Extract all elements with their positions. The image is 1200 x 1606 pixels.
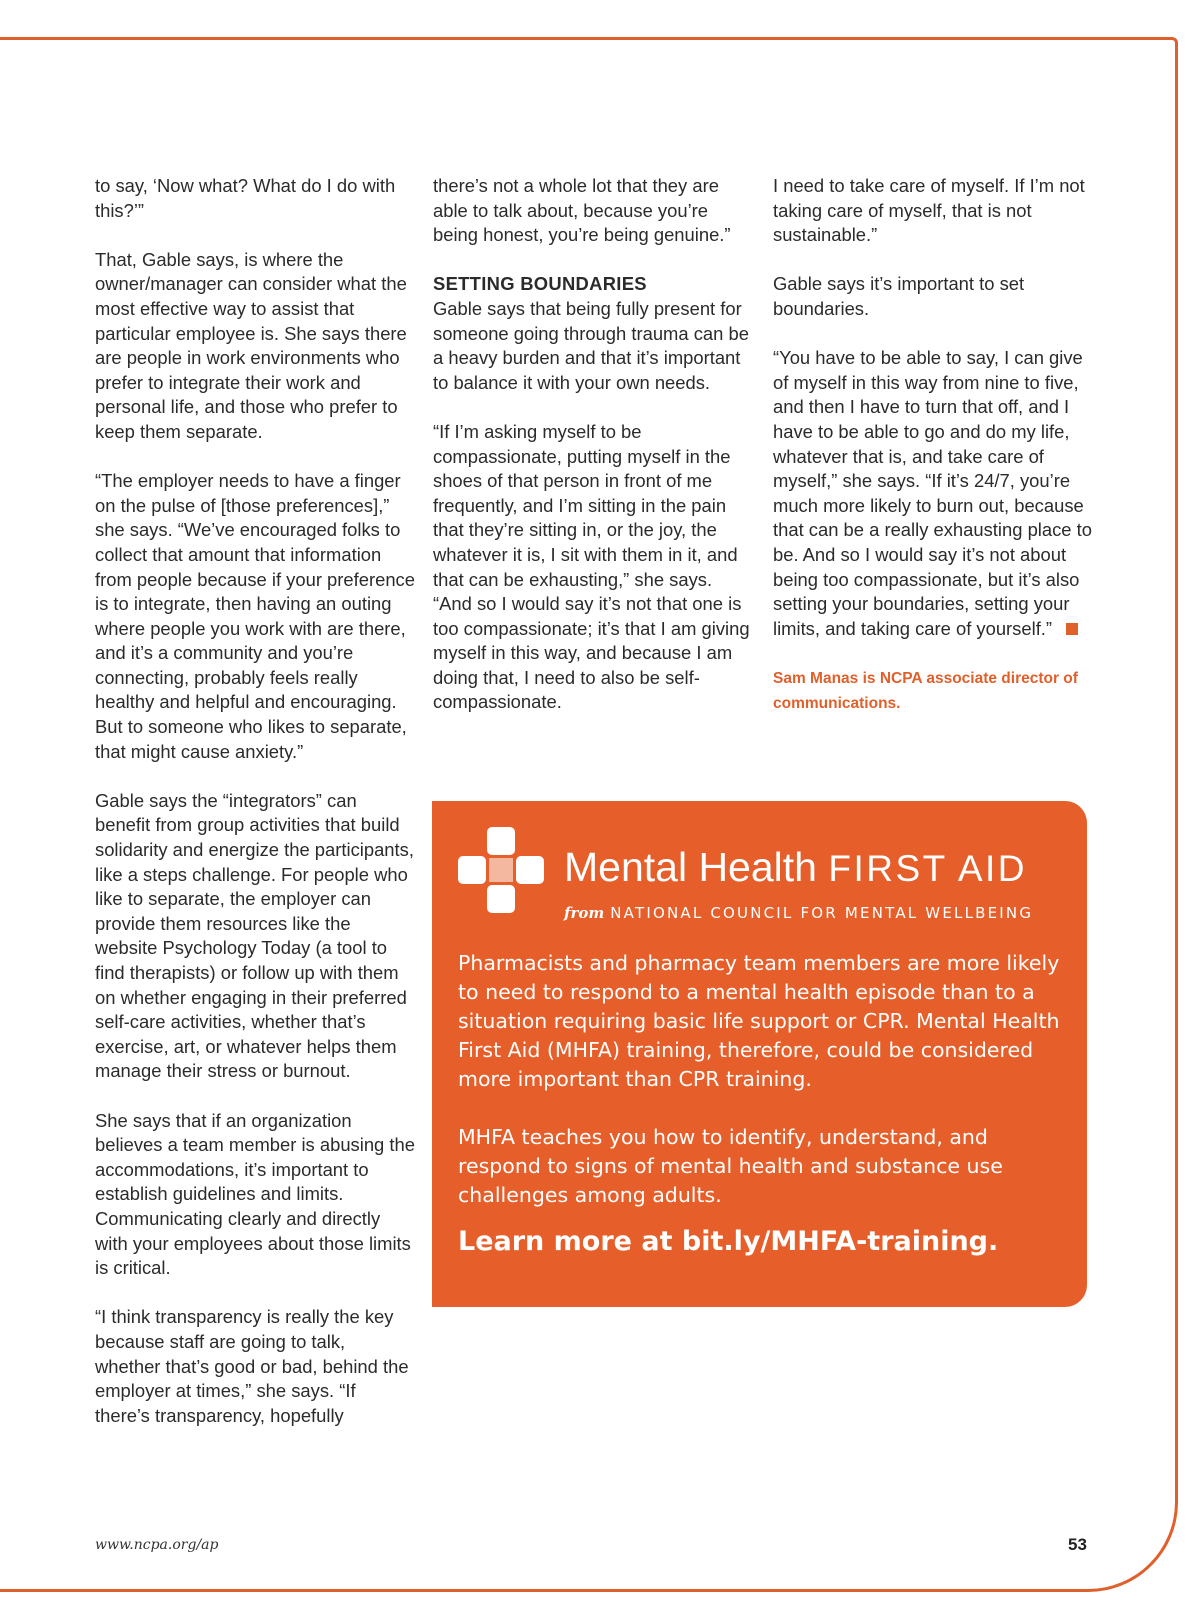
paragraph: Gable says that being fully present for someone going through trauma can be a heavy burden and that it’s important to balance it with your own needs. <box>433 297 749 393</box>
ad-body <box>458 949 1068 1239</box>
ad-sub-from: from <box>564 904 605 922</box>
article-column-2 <box>433 174 753 740</box>
ad-subtitle <box>564 904 1033 922</box>
paragraph: to say, ‘Now what? What do I do with this?’” <box>95 175 396 221</box>
mhfa-advertisement[interactable] <box>432 801 1087 1307</box>
ad-learn-more-link[interactable]: Learn more at bit.ly/MHFA-training. <box>458 1226 999 1257</box>
end-mark-icon <box>1066 623 1078 635</box>
section <box>433 272 753 395</box>
author-byline: Sam Manas is NCPA associate director of communications. <box>773 669 1078 712</box>
paragraph: “The employer needs to have a finger on the pulse of [those preferences],” she says. “We’ve encouraged folks to collect that amount that information from people because if your preference is to integrate, then having an outing where people you work with are there, and it’s a community and you’re connecting, probably feels really healthy and helpful and encouraging. But to someone who likes to separate, that might cause anxiety.” <box>95 470 415 762</box>
ad-title <box>564 844 1027 891</box>
paragraph: She says that if an organization believes a team member is abusing the accommodations, it’s important to establish guidelines and limits. Communicating clearly and directly with your employees about those limits is critical. <box>95 1109 415 1279</box>
article-column-1 <box>95 174 415 1453</box>
paragraph-final <box>773 346 1093 641</box>
ad-sub-org: NATIONAL COUNCIL FOR MENTAL WELLBEING <box>610 904 1034 922</box>
paragraph: That, Gable says, is where the owner/manager can consider what the most effective way to assist that particular employee is. She says there are people in work environments who prefer to integrate their work and personal life, and those who prefer to keep them separate. <box>95 248 407 442</box>
paragraph: “If I’m asking myself to be compassionate, putting myself in the shoes of that person in front of me frequently, and I’m sitting in the pain that they’re sitting in, or the joy, the whatever it is, I sit with them in it, and that can be exhausting,” she says. “And so I would say it’s not that one is too compassionate; it’s that I am giving myself in this way, and because I am doing that, I need to also be self-compassionate. <box>433 420 750 713</box>
ad-title-main: Mental Health <box>564 844 817 890</box>
paragraph: Gable says it’s important to set boundaries. <box>773 273 1025 319</box>
paragraph: Gable says the “integrators” can benefit from group activities that build solidarity and energize the participants, like a steps challenge. For people who like to separate, the employer can provide them resources like the website Psychology Today (a tool to find therapists) or follow up with them on whether engaging in their preferred self-care activities, whether that’s exercise, art, or whatever helps them manage their stress or burnout. <box>95 789 414 1082</box>
ad-title-accent: FIRST AID <box>828 848 1028 889</box>
footer-url[interactable]: www.ncpa.org/ap <box>95 1537 219 1553</box>
ad-paragraph: MHFA teaches you how to identify, understand, and respond to signs of mental health and substance use challenges among adults. <box>458 1125 1003 1207</box>
ad-paragraph: Pharmacists and pharmacy team members are more likely to need to respond to a mental health episode than to a situation requiring basic life support or CPR. Mental Health First Aid (MHFA) training, therefore, could be considered more important than CPR training. <box>458 951 1060 1091</box>
paragraph: I need to take care of myself. If I’m not taking care of myself, that is not sustainable.” <box>773 175 1085 246</box>
mhfa-cross-logo-icon <box>458 827 544 913</box>
subhead-setting-boundaries: SETTING BOUNDARIES <box>433 273 647 295</box>
paragraph: there’s not a whole lot that they are able to talk about, because you’re being honest, you’re being genuine.” <box>433 175 731 246</box>
paragraph: “I think transparency is really the key because staff are going to talk, whether that’s good or bad, behind the employer at times,” she says. “If there’s transparency, hopefully <box>95 1306 409 1426</box>
paragraph-text: “You have to be able to say, I can give of myself in this way from nine to five, and then I have to turn that off, and I have to be able to go and do my life, whatever that is, and take care of myself,” she says. “If it’s 24/7, you’re much more likely to burn out, because that can be a really exhausting place to be. And so I would say it’s not about being too compassionate, but it’s also setting your boundaries, setting your limits, and taking care of yourself.” <box>773 347 1092 639</box>
page-number: 53 <box>1068 1535 1087 1554</box>
article-column-3 <box>773 174 1093 716</box>
